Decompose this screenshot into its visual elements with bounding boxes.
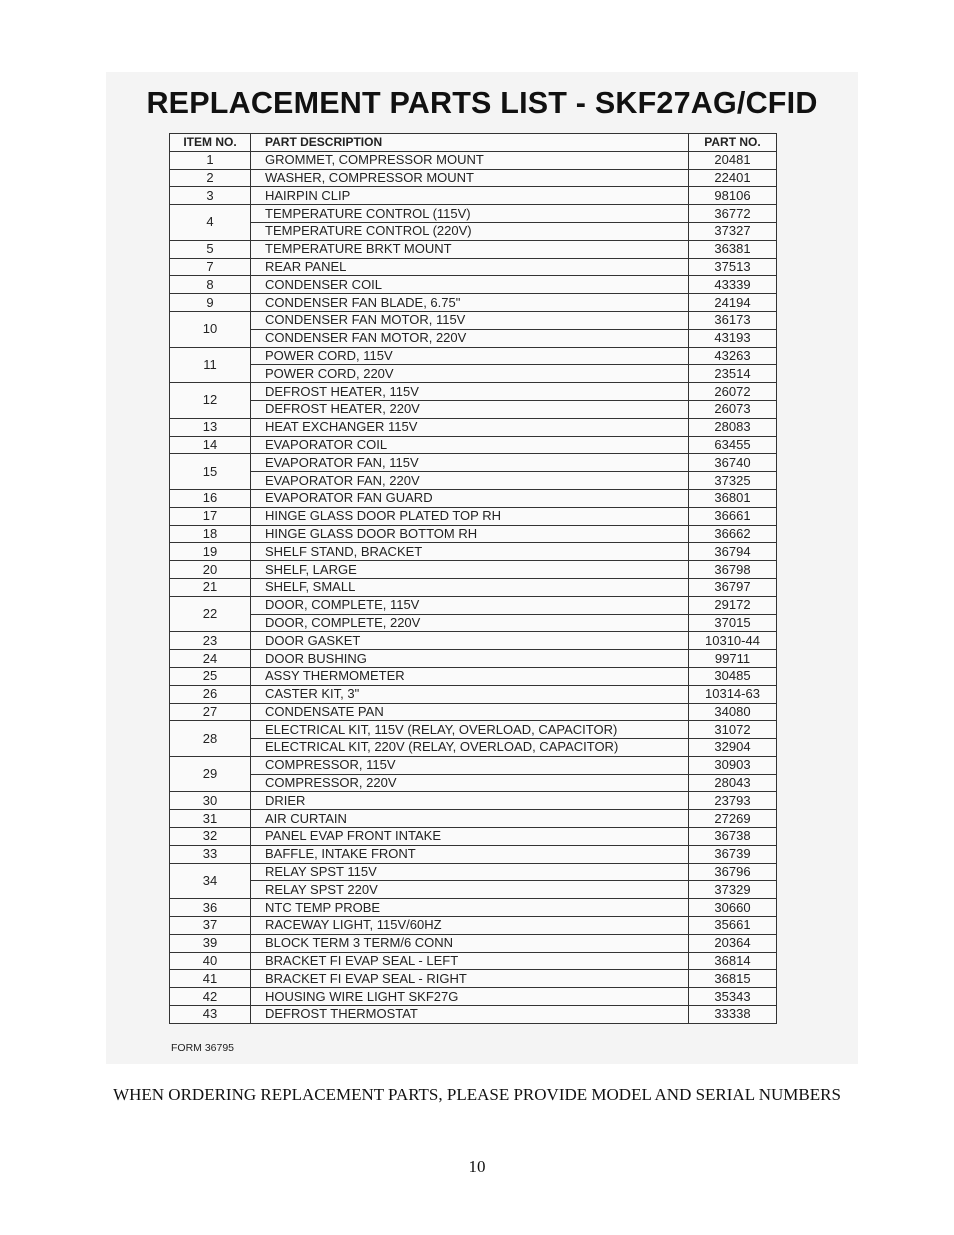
part-description-cell: RELAY SPST 220V [251,881,689,899]
part-no-cell: 98106 [689,187,777,205]
item-no-cell: 21 [170,578,251,596]
part-description-cell: DEFROST HEATER, 220V [251,400,689,418]
part-no-cell: 36801 [689,489,777,507]
table-row [170,845,777,863]
part-description-cell: POWER CORD, 115V [251,347,689,365]
item-no-cell: 31 [170,810,251,828]
part-description-cell: CONDENSER FAN MOTOR, 220V [251,329,689,347]
part-no-cell: 36772 [689,205,777,223]
item-no-cell: 39 [170,934,251,952]
part-description-cell: BRACKET FI EVAP SEAL - RIGHT [251,970,689,988]
part-no-cell: 26072 [689,383,777,401]
table-row [170,934,777,952]
part-no-cell: 43339 [689,276,777,294]
part-description-cell: DOOR BUSHING [251,650,689,668]
item-no-cell: 28 [170,721,251,757]
item-no-cell: 20 [170,561,251,579]
part-description-cell: TEMPERATURE CONTROL (220V) [251,222,689,240]
item-no-cell: 41 [170,970,251,988]
part-no-cell: 36739 [689,845,777,863]
part-no-cell: 36797 [689,578,777,596]
table-row [170,970,777,988]
table-row [170,917,777,935]
part-description-cell: DRIER [251,792,689,810]
table-row [170,222,777,240]
part-description-cell: BAFFLE, INTAKE FRONT [251,845,689,863]
part-no-cell: 37327 [689,222,777,240]
item-no-cell: 37 [170,917,251,935]
part-no-cell: 43263 [689,347,777,365]
table-row [170,596,777,614]
part-description-cell: REAR PANEL [251,258,689,276]
table-row [170,899,777,917]
table-row [170,240,777,258]
parts-table [169,133,777,1024]
part-description-cell: DOOR, COMPLETE, 220V [251,614,689,632]
part-no-cell: 36794 [689,543,777,561]
part-no-cell: 20481 [689,151,777,169]
part-no-cell: 36796 [689,863,777,881]
item-no-cell: 22 [170,596,251,632]
part-description-cell: ELECTRICAL KIT, 115V (RELAY, OVERLOAD, CAPACITOR) [251,721,689,739]
table-row [170,472,777,490]
table-row [170,383,777,401]
table-row [170,205,777,223]
item-no-cell: 19 [170,543,251,561]
table-row [170,685,777,703]
item-no-cell: 3 [170,187,251,205]
part-no-cell: 36381 [689,240,777,258]
item-no-cell: 43 [170,1006,251,1024]
table-row [170,151,777,169]
part-no-cell: 28043 [689,774,777,792]
table-row [170,1006,777,1024]
part-no-cell: 26073 [689,400,777,418]
part-no-cell: 34080 [689,703,777,721]
part-no-cell: 22401 [689,169,777,187]
item-no-cell: 11 [170,347,251,383]
part-description-cell: ASSY THERMOMETER [251,667,689,685]
table-row [170,863,777,881]
header-part-description: PART DESCRIPTION [251,134,689,152]
table-row [170,739,777,757]
part-description-cell: PANEL EVAP FRONT INTAKE [251,828,689,846]
part-description-cell: BRACKET FI EVAP SEAL - LEFT [251,952,689,970]
part-description-cell: CONDENSER FAN MOTOR, 115V [251,311,689,329]
item-no-cell: 32 [170,828,251,846]
part-no-cell: 63455 [689,436,777,454]
table-row [170,578,777,596]
part-description-cell: SHELF STAND, BRACKET [251,543,689,561]
part-description-cell: EVAPORATOR FAN, 115V [251,454,689,472]
table-row [170,418,777,436]
table-row [170,365,777,383]
part-no-cell: 31072 [689,721,777,739]
table-row [170,169,777,187]
page-title: REPLACEMENT PARTS LIST - SKF27AG/CFID [146,86,818,120]
table-row [170,667,777,685]
part-no-cell: 36738 [689,828,777,846]
table-header-row [170,134,777,152]
table-row [170,703,777,721]
item-no-cell: 24 [170,650,251,668]
item-no-cell: 9 [170,294,251,312]
header-part-no: PART NO. [689,134,777,152]
part-description-cell: EVAPORATOR FAN GUARD [251,489,689,507]
part-no-cell: 24194 [689,294,777,312]
table-row [170,294,777,312]
item-no-cell: 14 [170,436,251,454]
part-no-cell: 10314-63 [689,685,777,703]
item-no-cell: 1 [170,151,251,169]
table-row [170,525,777,543]
item-no-cell: 12 [170,383,251,419]
part-description-cell: DOOR, COMPLETE, 115V [251,596,689,614]
table-row [170,454,777,472]
part-no-cell: 23514 [689,365,777,383]
part-description-cell: WASHER, COMPRESSOR MOUNT [251,169,689,187]
item-no-cell: 36 [170,899,251,917]
part-description-cell: COMPRESSOR, 220V [251,774,689,792]
part-description-cell: DOOR GASKET [251,632,689,650]
part-description-cell: RACEWAY LIGHT, 115V/60HZ [251,917,689,935]
table-row [170,347,777,365]
table-row [170,436,777,454]
part-description-cell: EVAPORATOR COIL [251,436,689,454]
part-no-cell: 36798 [689,561,777,579]
item-no-cell: 8 [170,276,251,294]
part-description-cell: POWER CORD, 220V [251,365,689,383]
part-description-cell: ELECTRICAL KIT, 220V (RELAY, OVERLOAD, CAPACITOR) [251,739,689,757]
item-no-cell: 2 [170,169,251,187]
item-no-cell: 5 [170,240,251,258]
table-row [170,276,777,294]
table-row [170,828,777,846]
item-no-cell: 33 [170,845,251,863]
part-no-cell: 32904 [689,739,777,757]
part-no-cell: 36740 [689,454,777,472]
part-no-cell: 36173 [689,311,777,329]
table-row [170,614,777,632]
part-description-cell: COMPRESSOR, 115V [251,756,689,774]
parts-table-body [170,151,777,1023]
part-no-cell: 37015 [689,614,777,632]
table-row [170,792,777,810]
part-no-cell: 43193 [689,329,777,347]
header-item-no: ITEM NO. [170,134,251,152]
item-no-cell: 7 [170,258,251,276]
item-no-cell: 15 [170,454,251,490]
table-row [170,881,777,899]
part-no-cell: 10310-44 [689,632,777,650]
part-no-cell: 99711 [689,650,777,668]
part-no-cell: 30660 [689,899,777,917]
table-row [170,721,777,739]
item-no-cell: 42 [170,988,251,1006]
part-no-cell: 37513 [689,258,777,276]
table-row [170,988,777,1006]
item-no-cell: 34 [170,863,251,899]
table-row [170,632,777,650]
item-no-cell: 26 [170,685,251,703]
part-description-cell: TEMPERATURE CONTROL (115V) [251,205,689,223]
part-no-cell: 36814 [689,952,777,970]
table-row [170,400,777,418]
table-row [170,650,777,668]
table-row [170,756,777,774]
part-no-cell: 30485 [689,667,777,685]
item-no-cell: 40 [170,952,251,970]
part-description-cell: CASTER KIT, 3" [251,685,689,703]
table-row [170,507,777,525]
table-row [170,311,777,329]
part-description-cell: NTC TEMP PROBE [251,899,689,917]
part-description-cell: SHELF, SMALL [251,578,689,596]
part-description-cell: CONDENSATE PAN [251,703,689,721]
part-description-cell: AIR CURTAIN [251,810,689,828]
part-no-cell: 30903 [689,756,777,774]
item-no-cell: 4 [170,205,251,241]
part-no-cell: 35343 [689,988,777,1006]
part-no-cell: 36815 [689,970,777,988]
table-row [170,561,777,579]
part-description-cell: HINGE GLASS DOOR BOTTOM RH [251,525,689,543]
page-number: 10 [468,1157,486,1176]
part-no-cell: 23793 [689,792,777,810]
part-description-cell: EVAPORATOR FAN, 220V [251,472,689,490]
item-no-cell: 27 [170,703,251,721]
part-description-cell: HINGE GLASS DOOR PLATED TOP RH [251,507,689,525]
table-row [170,329,777,347]
part-description-cell: DEFROST THERMOSTAT [251,1006,689,1024]
part-no-cell: 37325 [689,472,777,490]
table-row [170,810,777,828]
part-description-cell: SHELF, LARGE [251,561,689,579]
part-no-cell: 33338 [689,1006,777,1024]
table-row [170,543,777,561]
part-description-cell: HAIRPIN CLIP [251,187,689,205]
table-row [170,187,777,205]
table-row [170,489,777,507]
part-description-cell: CONDENSER COIL [251,276,689,294]
part-description-cell: GROMMET, COMPRESSOR MOUNT [251,151,689,169]
item-no-cell: 16 [170,489,251,507]
item-no-cell: 13 [170,418,251,436]
part-description-cell: HOUSING WIRE LIGHT SKF27G [251,988,689,1006]
part-description-cell: DEFROST HEATER, 115V [251,383,689,401]
item-no-cell: 23 [170,632,251,650]
part-no-cell: 36662 [689,525,777,543]
part-no-cell: 27269 [689,810,777,828]
item-no-cell: 10 [170,311,251,347]
part-no-cell: 20364 [689,934,777,952]
part-no-cell: 36661 [689,507,777,525]
part-description-cell: RELAY SPST 115V [251,863,689,881]
item-no-cell: 17 [170,507,251,525]
item-no-cell: 18 [170,525,251,543]
part-no-cell: 35661 [689,917,777,935]
table-row [170,774,777,792]
part-no-cell: 37329 [689,881,777,899]
table-row [170,258,777,276]
item-no-cell: 25 [170,667,251,685]
part-description-cell: BLOCK TERM 3 TERM/6 CONN [251,934,689,952]
table-row [170,952,777,970]
part-no-cell: 29172 [689,596,777,614]
part-description-cell: TEMPERATURE BRKT MOUNT [251,240,689,258]
item-no-cell: 29 [170,756,251,792]
ordering-note: WHEN ORDERING REPLACEMENT PARTS, PLEASE PROVIDE MODEL AND SERIAL NUMBERS [113,1085,841,1104]
part-description-cell: CONDENSER FAN BLADE, 6.75" [251,294,689,312]
part-no-cell: 28083 [689,418,777,436]
form-number: FORM 36795 [171,1042,235,1054]
part-description-cell: HEAT EXCHANGER 115V [251,418,689,436]
item-no-cell: 30 [170,792,251,810]
